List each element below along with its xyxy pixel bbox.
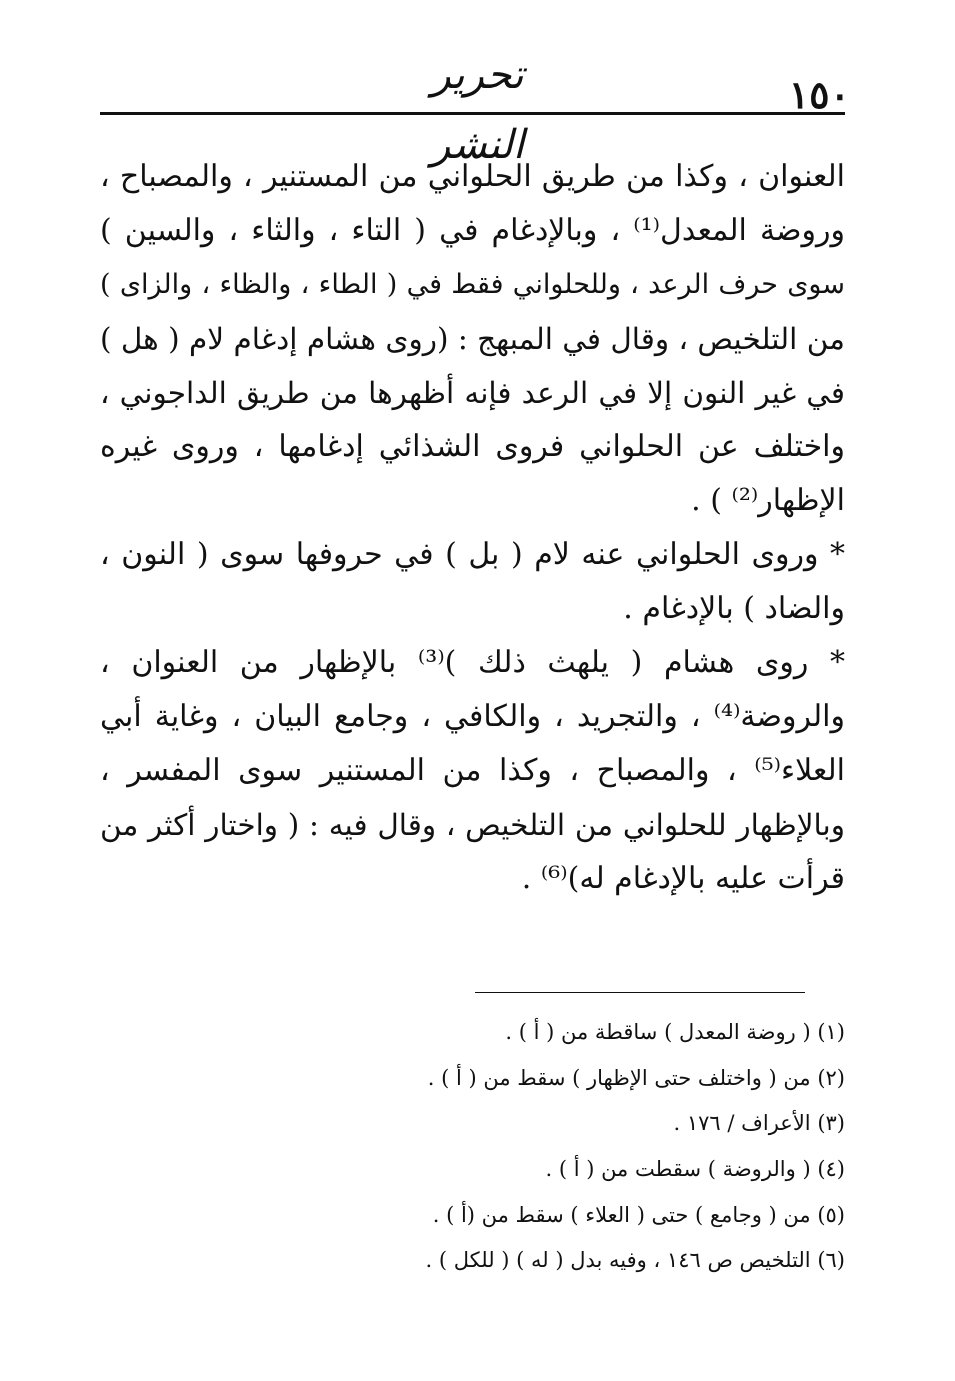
text-line: قرأت عليه بالإدغام له)⁽⁶⁾ . xyxy=(521,861,845,896)
text-line: * روى هشام ( يلهث ذلك )⁽³⁾ بالإظهار من العنوان ، xyxy=(100,645,845,680)
page-number: ١٥٠ xyxy=(788,72,850,117)
text-line: وروضة المعدل⁽¹⁾ ، وبالإدغام في ( التاء ، والثاء ، والسين ) xyxy=(100,213,845,248)
footnote: (٣) الأعراف / ١٧٦ . xyxy=(673,1111,845,1136)
header-divider xyxy=(100,112,845,115)
footnotes xyxy=(300,1010,845,1284)
text-line: الإظهار⁽²⁾ ) . xyxy=(691,483,845,518)
running-title: تحرير النشر xyxy=(430,52,525,168)
text-line: من التلخيص ، وقال في المبهج : (روى هشام إدغام لام ( هل ) xyxy=(99,322,845,356)
footnote: (٦) التلخيص ص ١٤٦ ، وفيه بدل ( له ) ( للكل ) . xyxy=(425,1248,845,1273)
text-line: وبالإظهار للحلواني من التلخيص ، وقال فيه : ( واختار أكثر من xyxy=(100,808,845,842)
text-line: العلاء⁽⁵⁾ ، والمصباح ، وكذا من المستنير سوى المفسر ، xyxy=(100,753,845,788)
footnote: (٥) من ( وجامع ) حتى ( العلاء ) سقط من (أ ) . xyxy=(432,1202,845,1227)
text-line: سوى حرف الرعد ، وللحلواني فقط في ( الطاء ، والظاء ، والزاى ) xyxy=(100,269,845,300)
footnote: (٤) ( والروضة ) سقطت من ( أ ) . xyxy=(545,1157,845,1182)
footnote: (١) ( روضة المعدل ) ساقطة من ( أ ) . xyxy=(505,1020,845,1044)
text-line: والروضة⁽⁴⁾ ، والتجريد ، والكافي ، وجامع البيان ، وغاية أبي xyxy=(100,699,845,734)
text-line: والضاد ) بالإدغام . xyxy=(623,591,845,626)
main-text xyxy=(100,150,845,906)
footnote-divider xyxy=(475,992,805,993)
footnote: (٢) من ( واختلف حتى الإظهار ) سقط من ( أ ) . xyxy=(427,1065,845,1090)
text-line: في غير النون إلا في الرعد فإنه أظهرها من طريق الداجوني ، xyxy=(100,376,845,410)
text-line: * وروى الحلواني عنه لام ( بل ) في حروفها سوى ( النون ، xyxy=(100,537,845,572)
text-line: واختلف عن الحلواني فروى الشذائي إدغامها ، وروى غيره xyxy=(100,429,845,464)
text-line: العنوان ، وكذا من طريق الحلواني من المستنير ، والمصباح ، xyxy=(100,159,845,194)
